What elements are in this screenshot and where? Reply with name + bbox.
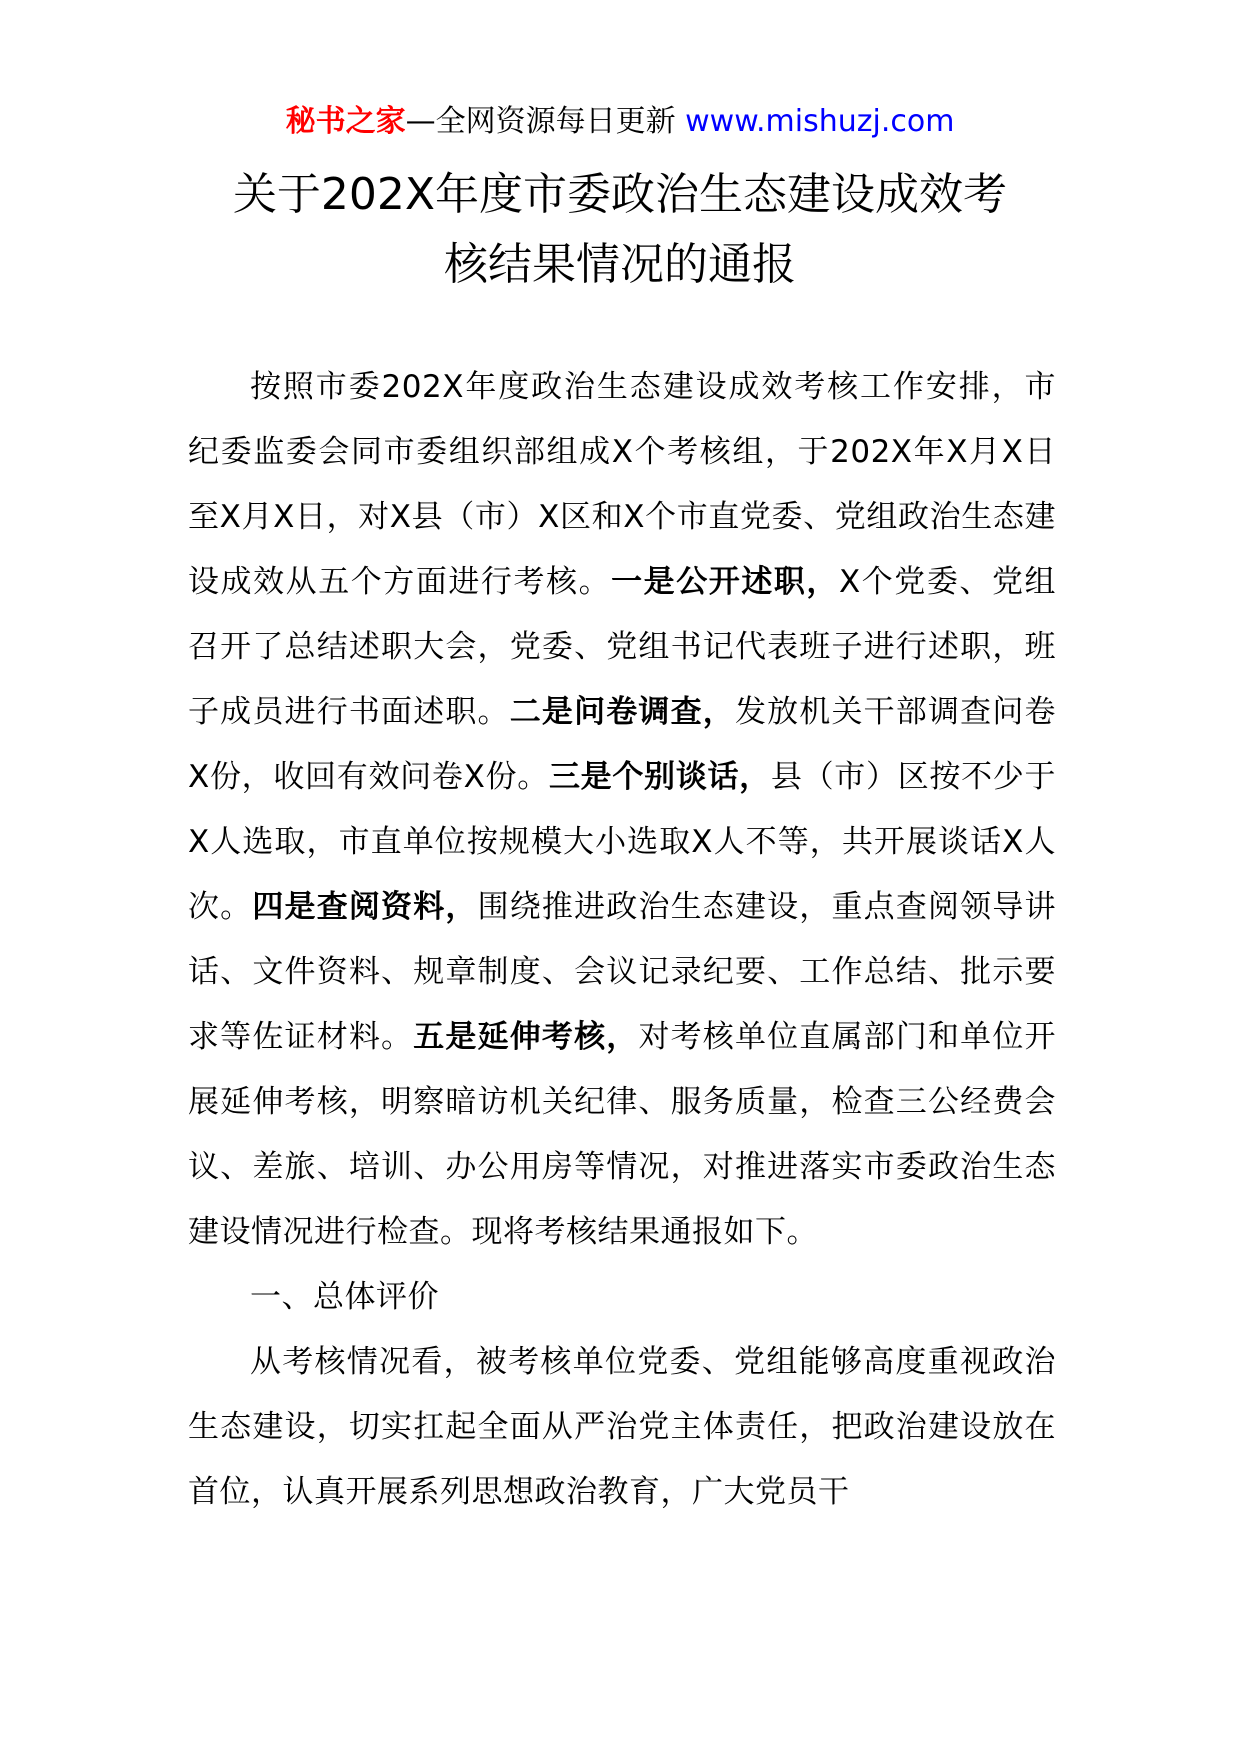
brand-name: 秘书之家 (285, 104, 406, 139)
site-url-link[interactable]: www.mishuzj.com (685, 104, 955, 139)
point-3-text: 县（市）区按不少于X人选取，市直单位按规模大小选取X人不等，共开展谈话X人次。 (188, 759, 1057, 925)
site-header (0, 100, 1240, 144)
paragraph-evaluation: 从考核情况看，被考核单位党委、党组能够高度重视政治生态建设，切实扛起全面从严治党主体责任，把政治建设放在首位，认真开展系列思想政治教育，广大党员干 (188, 1344, 1056, 1510)
point-1-heading: 一是公开述职， (611, 564, 839, 600)
point-5-text: 对考核单位直属部门和单位开展延伸考核，明察暗访机关纪律、服务质量，检查三公经费会议、差旅、培训、办公用房等情况，对推进落实市委政治生态建设情况进行检查。现将考核结果通报如下。 (188, 1019, 1057, 1250)
title-line-1: 关于202X年度市委政治生态建设成效考 (232, 169, 1008, 220)
point-5-heading: 五是延伸考核， (413, 1019, 639, 1055)
point-4-heading: 四是查阅资料， (252, 889, 478, 925)
point-4-text: 围绕推进政治生态建设，重点查阅领导讲话、文件资料、规章制度、会议记录纪要、工作总结、批示要求等佐证材料。 (188, 889, 1057, 1055)
point-3-heading: 三是个别谈话， (548, 759, 771, 795)
title-line-2: 核结果情况的通报 (444, 239, 796, 290)
document-title (190, 160, 1050, 300)
point-1-text: X个党委、党组召开了总结述职大会，党委、党组书记代表班子进行述职，班子成员进行书面述职。 (188, 564, 1056, 730)
document-body (188, 355, 1056, 1525)
paragraph-intro (188, 355, 1056, 1265)
header-slogan: —全网资源每日更新 (405, 104, 676, 139)
point-2-text: 发放机关干部调查问卷X份，收回有效问卷X份。 (188, 694, 1057, 795)
intro-sentence: 按照市委202X年度政治生态建设成效考核工作安排，市纪委监委会同市委组织部组成X个考核组，于202X年X月X日至X月X日，对X县（市）X区和X个市直党委、党组政治生态建设成效从五个方面进行考核。 (188, 369, 1056, 600)
point-2-heading: 二是问卷调查， (509, 694, 735, 730)
section-heading-1: 一、总体评价 (250, 1279, 439, 1315)
